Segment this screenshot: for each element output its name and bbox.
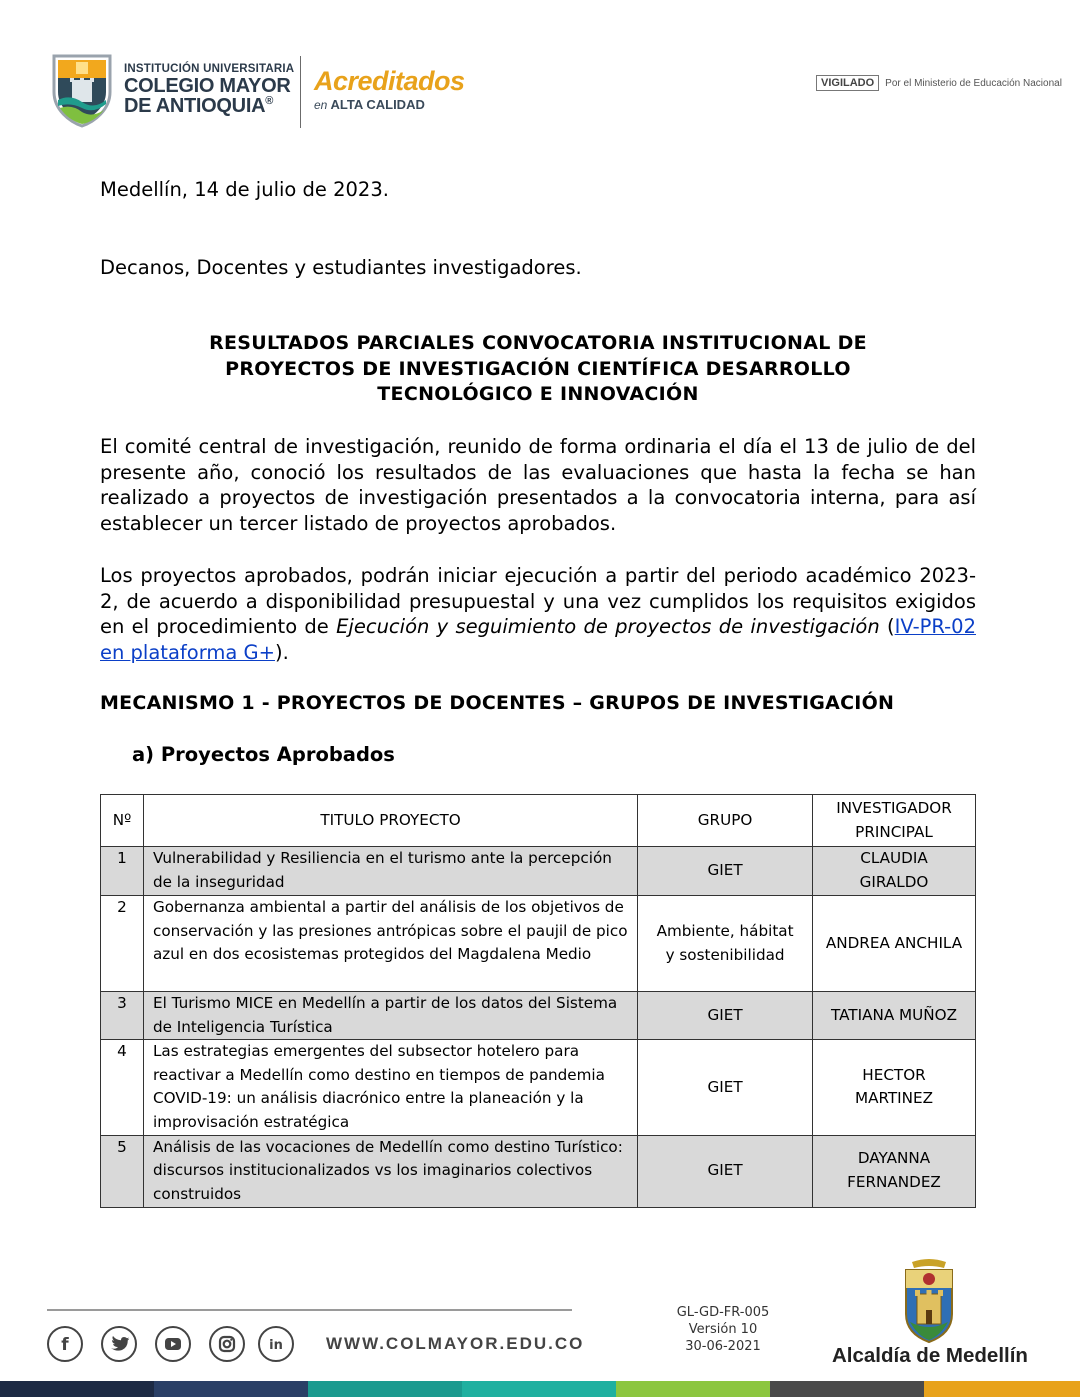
youtube-icon[interactable] — [155, 1326, 191, 1362]
row-title: Vulnerabilidad y Resiliencia en el turismo ante la percepción de la inseguridad — [143, 847, 637, 896]
row-group: GIET — [638, 1135, 813, 1207]
vigilado-text: Por el Ministerio de Educación Nacional — [885, 78, 1062, 89]
table-row — [101, 896, 976, 992]
header-investigator-line1: INVESTIGADOR — [836, 798, 952, 817]
paragraph-2 — [100, 563, 976, 666]
accreditation-sub: ALTA CALIDAD — [330, 97, 425, 112]
approved-projects-table — [100, 794, 976, 1208]
approved-projects-subheading: a) Proyectos Aprobados — [132, 743, 395, 766]
instagram-icon[interactable] — [209, 1326, 245, 1362]
accreditation-en: en — [314, 98, 328, 112]
row-group: GIET — [638, 1040, 813, 1135]
row-investigator: HECTOR MARTINEZ — [813, 1040, 976, 1135]
row-group: GIET — [638, 847, 813, 896]
bar-segment — [770, 1381, 924, 1397]
institution-line1: INSTITUCIÓN UNIVERSITARIA — [124, 63, 295, 75]
vigilado-notice — [816, 77, 1062, 89]
website-url[interactable]: WWW.COLMAYOR.EDU.CO — [326, 1334, 585, 1353]
accreditation-badge — [314, 68, 465, 112]
institution-logo-icon — [50, 52, 114, 128]
row-num: 2 — [101, 896, 144, 992]
table-row — [101, 847, 976, 896]
paragraph-2-close: ). — [274, 641, 289, 665]
linkedin-icon[interactable] — [258, 1326, 294, 1362]
procedure-link[interactable]: IV-PR-02 en plataforma G+ — [100, 615, 976, 665]
table-row — [101, 1135, 976, 1207]
paragraph-2-italic: Ejecución y seguimiento de proyectos de investigación — [336, 615, 880, 639]
row-investigator: ANDREA ANCHILA — [813, 896, 976, 992]
institution-name — [124, 64, 294, 116]
mechanism-heading: MECANISMO 1 - PROYECTOS DE DOCENTES – GRUPOS DE INVESTIGACIÓN — [100, 692, 895, 714]
svg-text:in: in — [269, 1338, 283, 1353]
bar-segment — [924, 1381, 1080, 1397]
title-line-3: TECNOLÓGICO E INNOVACIÓN — [377, 383, 699, 406]
title-line-2: PROYECTOS DE INVESTIGACIÓN CIENTÍFICA DESARROLLO — [225, 357, 851, 380]
header-title: TITULO PROYECTO — [143, 795, 637, 847]
letter-recipients: Decanos, Docentes y estudiantes investigadores. — [100, 256, 582, 279]
bar-segment — [308, 1381, 462, 1397]
table-row — [101, 1040, 976, 1135]
paragraph-2-text: Los proyectos aprobados, podrán iniciar ejecución a partir del periodo académico 2023-2, de acuerdo a disponibilidad presupuestal y una vez cumplidos los requisitos exigidos en el procedimiento de — [100, 564, 976, 639]
row-num: 3 — [101, 992, 144, 1040]
bar-segment — [154, 1381, 308, 1397]
row-title: Análisis de las vocaciones de Medellín como destino Turístico: discursos institucionalizados vs los imaginarios colectivos construidos — [143, 1135, 637, 1207]
alcaldia-logo-text: Alcaldía de Medellín — [832, 1344, 1028, 1367]
paragraph-1: El comité central de investigación, reunido de forma ordinaria el día el 13 de julio de del presente año, conoció los resultados de las evaluaciones que hasta la fecha se han realizado a proyectos de investigación presentados a la convocatoria interna, para así establecer un tercer listado de proyectos aprobados. — [100, 435, 976, 536]
document-control-info — [648, 1304, 798, 1355]
row-title: Gobernanza ambiental a partir del análisis de los objetivos de conservación y las presiones antrópicas sobre el paujil de pico azul en dos ecosistemas protegidos del Magdalena Medio — [143, 896, 637, 992]
doc-code: GL-GD-FR-005 — [676, 1305, 770, 1320]
header-divider — [300, 56, 301, 128]
table-row — [101, 992, 976, 1040]
row-investigator: DAYANNA FERNANDEZ — [813, 1135, 976, 1207]
header-num: Nº — [101, 795, 144, 847]
row-num: 4 — [101, 1040, 144, 1135]
institution-line2: COLEGIO MAYOR — [124, 74, 291, 97]
row-investigator: CLAUDIA GIRALDO — [813, 847, 976, 896]
paragraph-2-open: ( — [879, 615, 895, 639]
header-investigator — [813, 795, 976, 847]
row-group: GIET — [638, 992, 813, 1040]
bar-segment — [616, 1381, 770, 1397]
table-header-row — [101, 795, 976, 847]
footer-divider — [47, 1309, 572, 1311]
bar-segment — [462, 1381, 616, 1397]
twitter-icon[interactable] — [101, 1326, 137, 1362]
document-title — [100, 331, 976, 408]
svg-text:f: f — [61, 1335, 69, 1355]
vigilado-label: VIGILADO — [816, 75, 879, 91]
doc-version: Versión 10 — [688, 1322, 758, 1337]
row-investigator: TATIANA MUÑOZ — [813, 992, 976, 1040]
row-title: Las estrategias emergentes del subsector hotelero para reactivar a Medellín como destino en tiempos de pandemia COVID-19: un análisis diacrónico entre la planeación y la improvisación estratégica — [143, 1040, 637, 1135]
header-investigator-line2: PRINCIPAL — [855, 822, 933, 841]
row-num: 1 — [101, 847, 144, 896]
row-group: Ambiente, hábitat y sostenibilidad — [638, 896, 813, 992]
row-title: El Turismo MICE en Medellín a partir de los datos del Sistema de Inteligencia Turística — [143, 992, 637, 1040]
letter-date: Medellín, 14 de julio de 2023. — [100, 178, 389, 201]
doc-date: 30-06-2021 — [685, 1339, 761, 1354]
accreditation-word: Acreditados — [314, 66, 465, 96]
institution-line3: DE ANTIOQUIA — [124, 94, 266, 117]
footer-color-bar — [0, 1381, 1080, 1397]
facebook-icon[interactable] — [47, 1326, 83, 1362]
registered-mark: ® — [265, 94, 274, 107]
title-line-1: RESULTADOS PARCIALES CONVOCATORIA INSTITUCIONAL DE — [209, 332, 867, 354]
bar-segment — [0, 1381, 154, 1397]
row-num: 5 — [101, 1135, 144, 1207]
medellin-crest-icon — [900, 1258, 958, 1344]
header-group: GRUPO — [638, 795, 813, 847]
